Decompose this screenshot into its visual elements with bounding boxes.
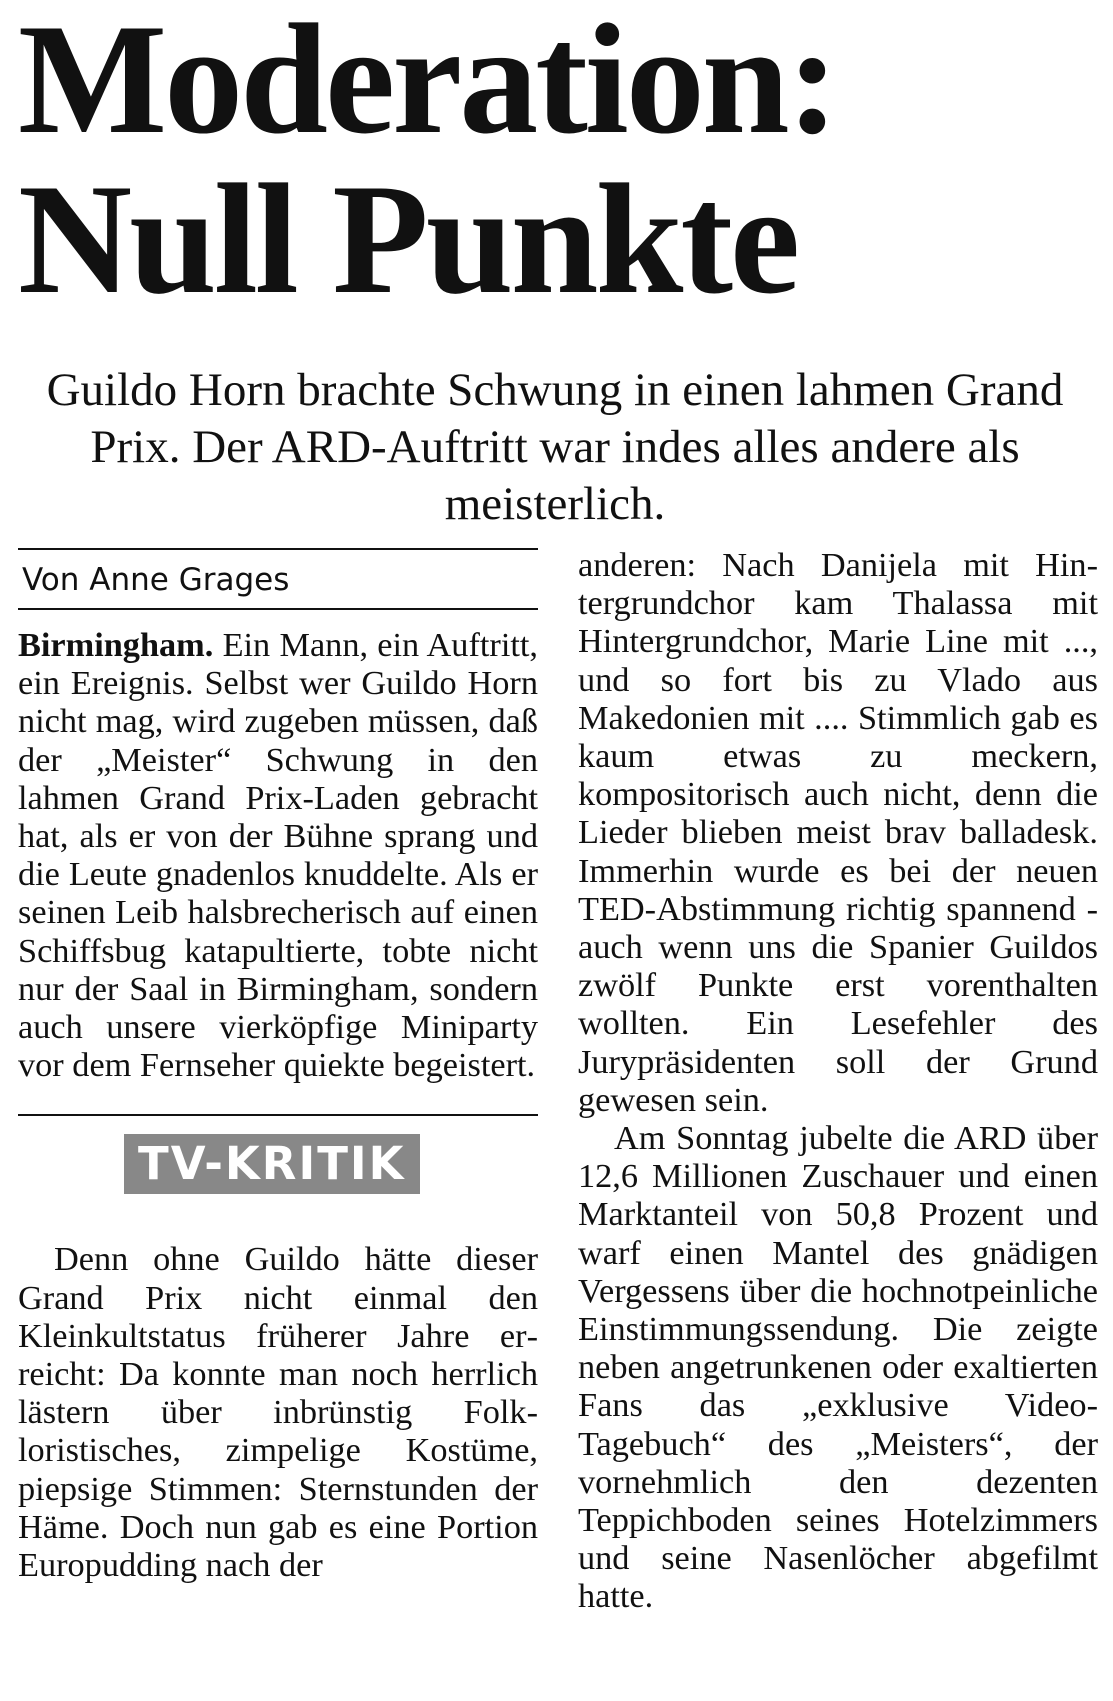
dateline: Birmingham. [18,626,214,664]
paragraph-2: Denn ohne Guildo hätte dieser Grand Prix nicht einmal den Kleinkultstatus früherer Jahre erreicht: Da konnte man noch herrlich lästern über inbrünstig Folkloristisches, zimpelige Kostüme, piepsige Stimmen: Sternstunden der Häme. Doch nun gab es eine Portion Europudding nach der [18,1240,538,1585]
headline [18,0,1098,327]
paragraph-3: anderen: Nach Danijela mit Hintergrundchor kam Thalassa mit Hintergrundchor, Marie Line mit ..., und so fort bis zu Vlado aus Makedonien mit .... Stimmlich gab es kaum etwas zu meckern, kompositorisch auch nicht, denn die Lieder blieben meist brav balladesk. Immerhin wurde es bei der neuen TED-Abstimmung richtig spannend - auch wenn uns die Spanier Guildos zwölf Punkte erst vorenthalten wollten. Ein Lesefehler des Jurypräsidenten soll der Grund gewesen sein. [578,546,1098,1119]
paragraph-4: Am Sonntag jubelte die ARD über 12,6 Millionen Zuschauer und einen Marktanteil von 50,8 Prozent und warf einen Mantel des gnädigen Vergessens über die hochnotpeinliche Einstimmungssendung. Die zeigte neben angetrunkenen oder exaltierten Fans das „exklusive Video-Tagebuch“ des „Meisters“, der vornehmlich den dezenten Teppichboden seines Hotelzimmers und seine Nasenlöcher abgefilmt hatte. [578,1119,1098,1616]
paragraph-1-text: Ein Mann, ein Auftritt, ein Ereignis. Selbst wer Guildo Horn nicht mag, wird zugeben müssen, daß der „Meister“ Schwung in den lahmen Grand Prix-Laden gebracht hat, als er von der Bühne sprang und die Leute gnadenlos knuddelte. Als er seinen Leib halsbrecherisch auf einen Schiffsbug katapultierte, tobte nicht nur der Saal in Birmingham, sondern auch unsere vierköpfige Miniparty vor dem Fernseher quiekte begeistert. [18,626,538,1085]
subheadline: Guildo Horn brachte Schwung in einen lahmen Grand Prix. Der ARD-Auftritt war indes alles andere als meisterlich. [46,364,1064,530]
paragraph-1 [18,626,538,1084]
byline-rule-bottom [18,608,538,610]
headline-line-1: Moderation: [18,0,837,167]
section-label-wrap [18,1116,538,1240]
article-column-left [18,548,538,1584]
article-column-right [578,546,1098,1616]
headline-line-2: Null Punkte [18,152,798,327]
byline: Von Anne Grages [22,562,290,598]
section-label: TV-KRITIK [124,1134,420,1194]
